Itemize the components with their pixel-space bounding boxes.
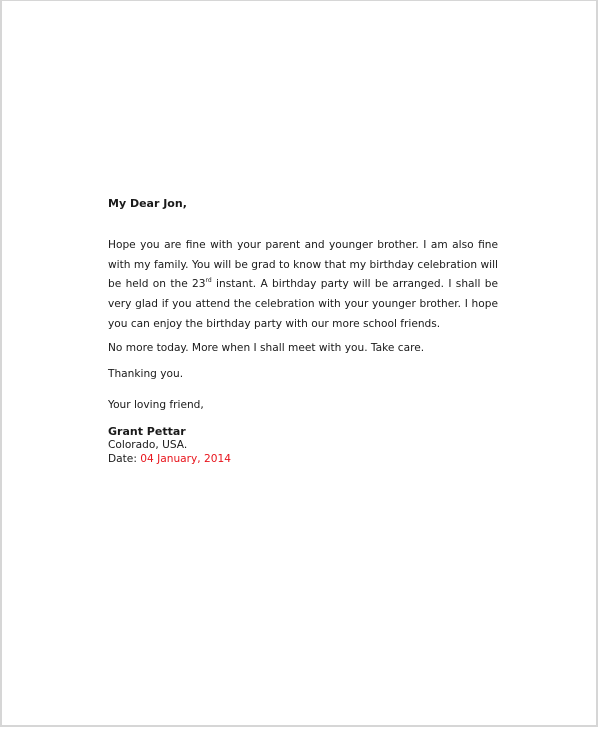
paragraph-invitation-text-end: instant. A birthday party will be arranged. I shall be very glad if you attend the celebration with your younger brother. I hope you can enjoy the birthday party with our more school friends.: [108, 278, 498, 330]
paragraph-thanks: Thanking you.: [108, 368, 184, 380]
ordinal-superscript: rd: [205, 277, 212, 285]
date-value: 04 January, 2014: [140, 453, 231, 465]
signature-name: Grant Pettar: [108, 425, 186, 438]
paragraph-farewell: No more today. More when I shall meet with you. Take care.: [108, 342, 425, 354]
paragraph-invitation: [108, 236, 498, 335]
signature-place: Colorado, USA.: [108, 439, 188, 451]
salutation: My Dear Jon,: [108, 197, 187, 210]
date-label: Date:: [108, 453, 141, 465]
signature-date: [108, 453, 231, 465]
paragraph-invitation-text-start: Hope you are fine with your parent and younger brother. I am also fine with my family. You will be grad to know that my birthday celebration will be held on the 23: [108, 239, 498, 291]
closing-line: Your loving friend,: [108, 399, 204, 411]
